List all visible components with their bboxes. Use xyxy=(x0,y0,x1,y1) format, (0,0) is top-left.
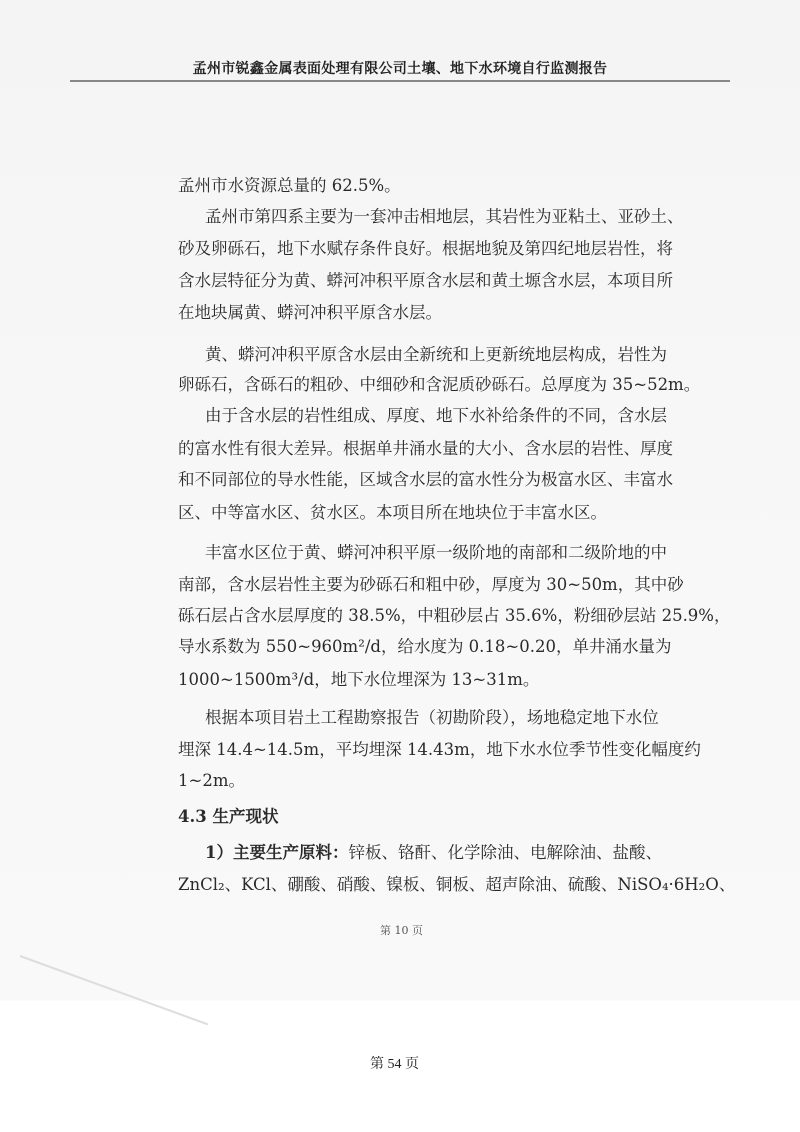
paragraph-line: 由于含水层的岩性组成、厚度、地下水补给条件的不同，含水层 xyxy=(205,406,667,425)
paragraph-line: 1000~1500m³/d，地下水位埋深为 13~31m。 xyxy=(178,670,540,689)
paragraph-line: 砂及卵砾石，地下水赋存条件良好。根据地貌及第四纪地层岩性，将 xyxy=(178,239,673,258)
paragraph-line: 的富水性有很大差异。根据单井涌水量的大小、含水层的岩性、厚度 xyxy=(178,439,673,458)
paragraph-line: 区、中等富水区、贫水区。本项目所在地块位于丰富水区。 xyxy=(178,503,607,522)
paragraph-line: 埋深 14.4~14.5m，平均埋深 14.43m，地下水水位季节性变化幅度约 xyxy=(178,740,701,759)
page-number: 第 54 页 xyxy=(370,1057,419,1072)
paragraph-line: 砾石层占含水层厚度的 38.5%，中粗砂层占 35.6%，粉细砂层站 25.9%， xyxy=(178,606,731,625)
paragraph-line: ZnCl₂、KCl、硼酸、硝酸、镍板、铜板、超声除油、硫酸、NiSO₄·6H₂O、 xyxy=(178,875,736,894)
list-item-label: 1）主要生产原料： xyxy=(205,843,349,862)
paragraph-line: 卵砾石，含砾石的粗砂、中细砂和含泥质砂砾石。总厚度为 35~52m。 xyxy=(178,375,701,394)
paragraph-line: 含水层特征分为黄、蟒河冲积平原含水层和黄土塬含水层，本项目所 xyxy=(178,271,673,290)
paragraph-line: 和不同部位的导水性能，区域含水层的富水性分为极富水区、丰富水 xyxy=(178,470,673,489)
header-divider xyxy=(70,80,730,82)
paragraph-line: 孟州市第四系主要为一套冲击相地层，其岩性为亚粘土、亚砂土、 xyxy=(205,207,684,226)
paragraph-line: 丰富水区位于黄、蟒河冲积平原一级阶地的南部和二级阶地的中 xyxy=(205,543,667,562)
list-item-text: 锌板、铬酐、化学除油、电解除油、盐酸、 xyxy=(348,843,662,862)
paragraph-line: 黄、蟒河冲积平原含水层由全新统和上更新统地层构成，岩性为 xyxy=(205,345,667,364)
paragraph-line: 在地块属黄、蟒河冲积平原含水层。 xyxy=(178,303,442,322)
report-header: 孟州市锐鑫金属表面处理有限公司土壤、地下水环境自行监测报告 xyxy=(192,61,608,77)
section-heading: 4.3 生产现状 xyxy=(178,807,279,826)
paragraph-line: 导水系数为 550~960m²/d，给水度为 0.18~0.20，单井涌水量为 xyxy=(178,637,672,656)
inner-page-number: 第 10 页 xyxy=(380,924,423,937)
paragraph-line: 1~2m。 xyxy=(178,771,245,790)
paragraph-line: 南部，含水层岩性主要为砂砾石和粗中砂，厚度为 30~50m，其中砂 xyxy=(178,575,684,594)
paragraph-line: 孟州市水资源总量的 62.5%。 xyxy=(178,176,401,195)
paragraph-line: 根据本项目岩土工程勘察报告（初勘阶段），场地稳定地下水位 xyxy=(205,708,659,727)
list-item-raw-materials xyxy=(205,842,662,864)
